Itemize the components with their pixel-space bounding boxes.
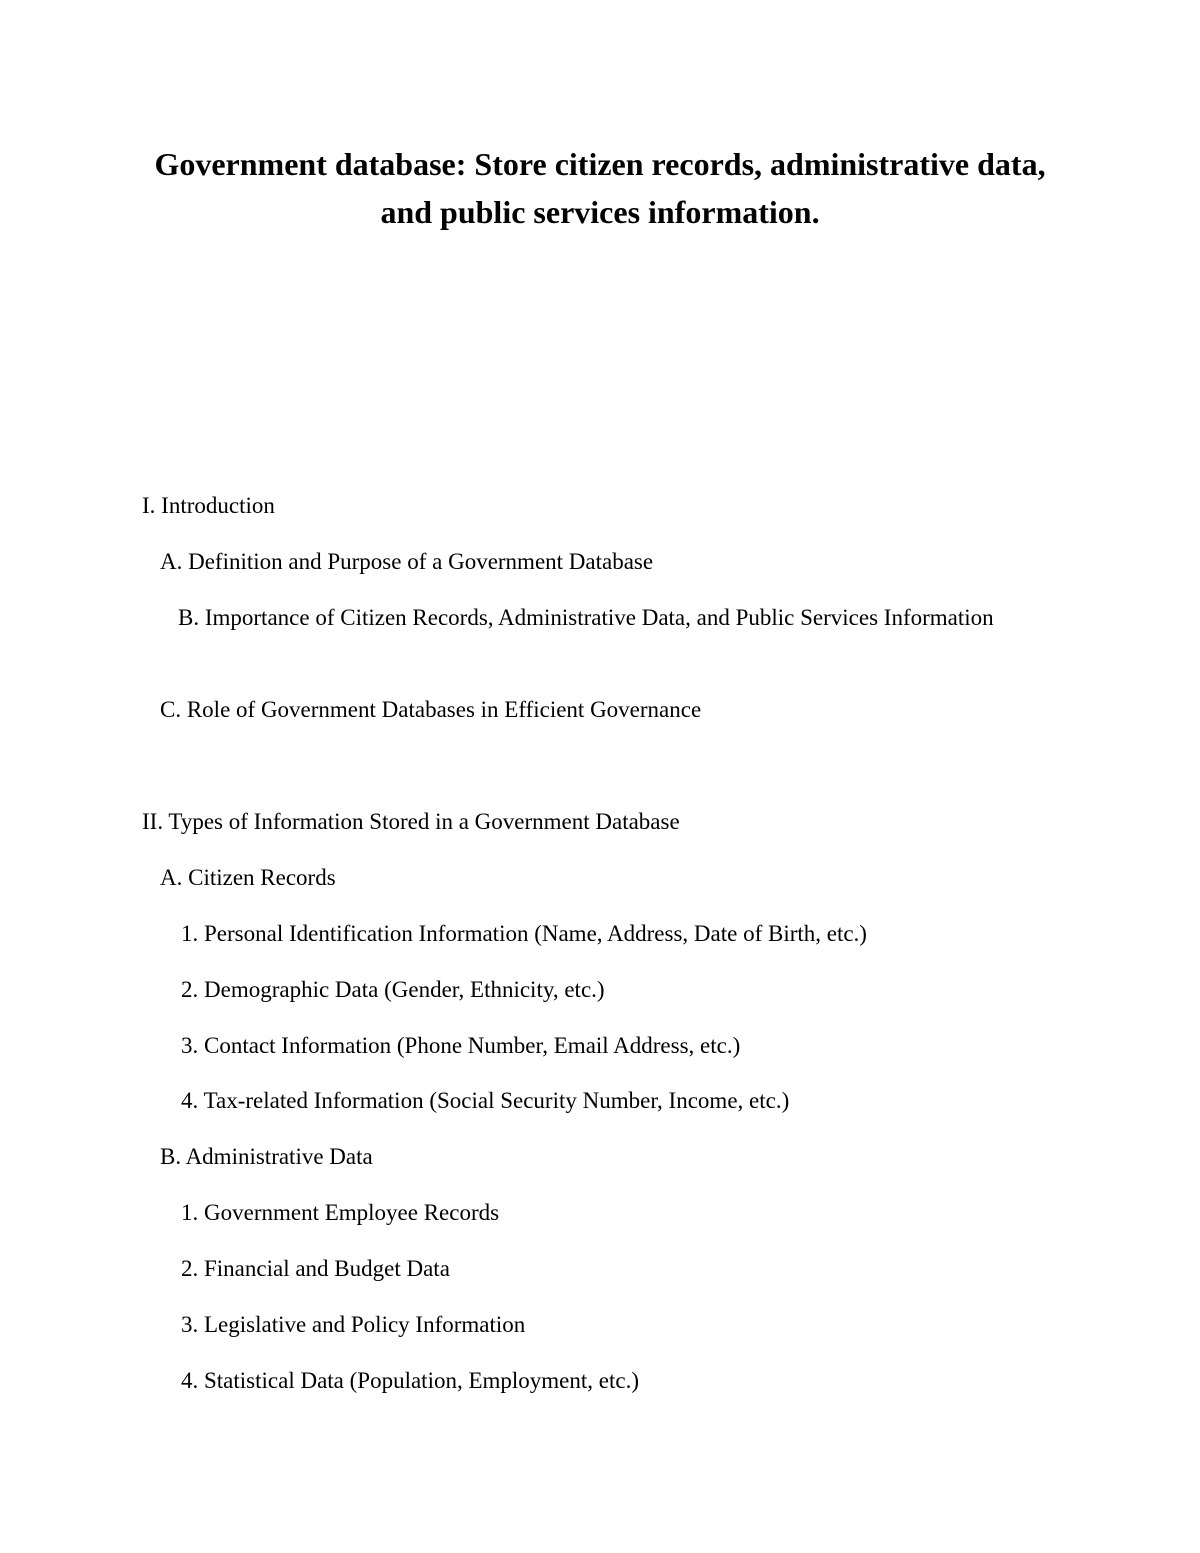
outline-item: 4. Statistical Data (Population, Employment, etc.) <box>181 1368 639 1393</box>
outline-item: 1. Government Employee Records <box>181 1200 500 1225</box>
subsection-heading-administrative-data: B. Administrative Data <box>160 1144 373 1169</box>
outline-item: B. Importance of Citizen Records, Administrative Data, and Public Services Information <box>178 605 994 630</box>
subsection-heading-citizen-records: A. Citizen Records <box>160 865 336 890</box>
section-heading-types: II. Types of Information Stored in a Government Database <box>142 809 680 834</box>
outline-item: 2. Demographic Data (Gender, Ethnicity, etc.) <box>181 977 605 1002</box>
outline-item: A. Definition and Purpose of a Government Database <box>160 549 654 574</box>
outline-item: 1. Personal Identification Information (Name, Address, Date of Birth, etc.) <box>181 921 867 946</box>
outline-item: 4. Tax-related Information (Social Security Number, Income, etc.) <box>181 1088 790 1113</box>
outline-item: 2. Financial and Budget Data <box>181 1256 450 1281</box>
outline-item: 3. Contact Information (Phone Number, Email Address, etc.) <box>181 1033 741 1058</box>
outline-item: 3. Legislative and Policy Information <box>181 1312 526 1337</box>
document-title: Government database: Store citizen records, administrative data, and public services information. <box>154 146 1046 230</box>
outline-item: C. Role of Government Databases in Efficient Governance <box>160 697 702 722</box>
section-heading-introduction: I. Introduction <box>142 493 275 518</box>
